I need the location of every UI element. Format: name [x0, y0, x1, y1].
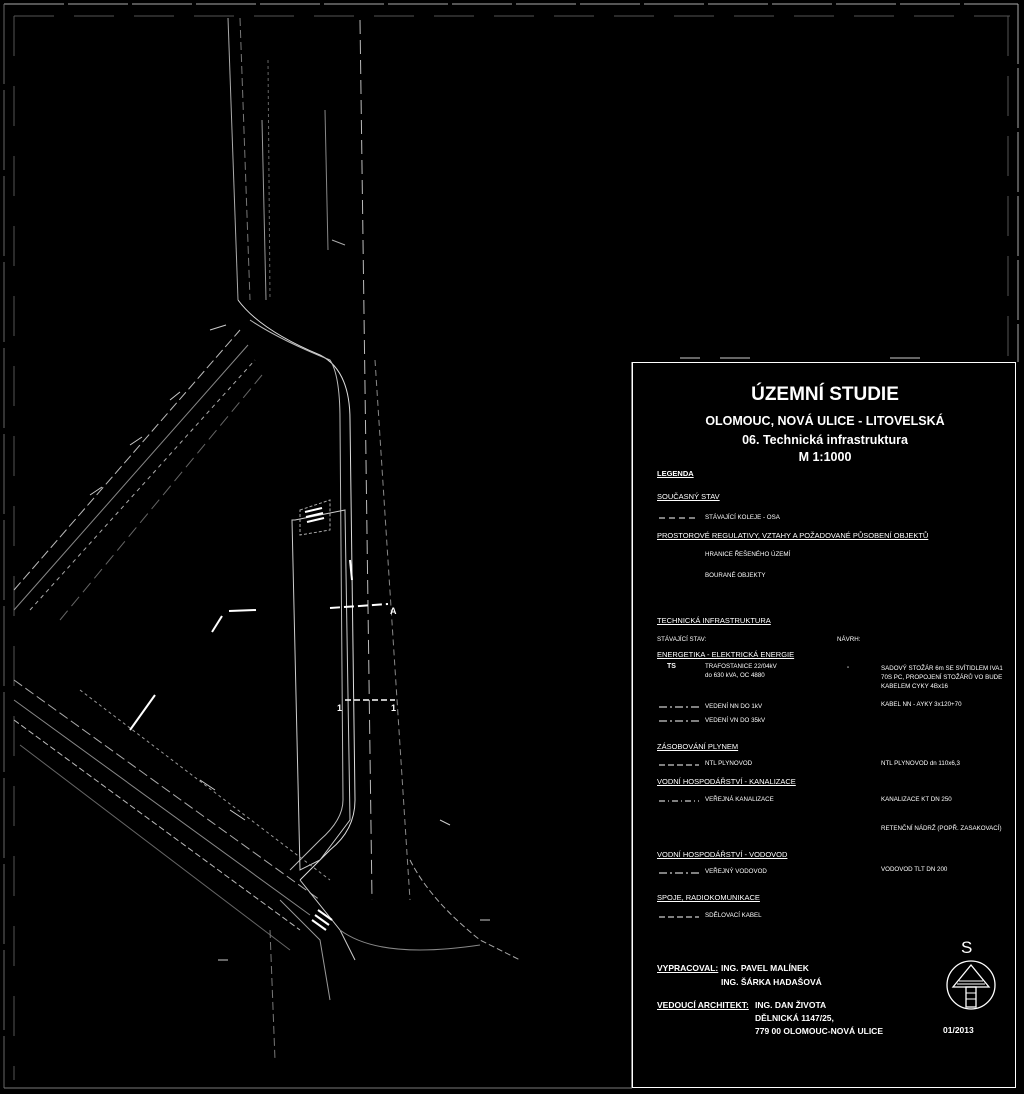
nn-line-symbol — [659, 704, 699, 710]
legend-spatial-regulations: PROSTOROVÉ REGULATIVY, VZTAHY A POŽADOVANÉ PŮSOBENÍ OBJEKTŮ — [657, 531, 929, 540]
legend-sewer: VODNÍ HOSPODÁŘSTVÍ - KANALIZACE — [657, 777, 796, 786]
rail-axis-symbol — [659, 515, 699, 521]
gas-line-symbol — [659, 762, 699, 768]
legend-tech-infra: TECHNICKÁ INFRASTRUKTURA — [657, 616, 771, 625]
legend-retention: RETENČNÍ NÁDRŽ (POPŘ. ZASAKOVACÍ) — [881, 825, 1002, 832]
legend-sewer-new: KANALIZACE KT DN 250 — [881, 796, 952, 803]
project-name: OLOMOUC, NOVÁ ULICE - LITOVELSKÁ — [705, 414, 945, 428]
legend-telecom-existing: SDĚLOVACÍ KABEL — [705, 912, 762, 919]
sewer-line-symbol — [659, 798, 699, 804]
water-line-symbol — [659, 870, 699, 876]
legend-lamp-3: KABELEM CYKY 4Bx16 — [881, 683, 948, 690]
author-1: ING. PAVEL MALÍNEK — [721, 963, 809, 973]
address-1: DĚLNICKÁ 1147/25, — [755, 1013, 834, 1023]
north-label: S — [961, 938, 973, 957]
legend-nn-cable: KABEL NN - AYKY 3x120+70 — [881, 701, 962, 708]
study-title: ÚZEMNÍ STUDIE — [751, 384, 899, 405]
ts-symbol: TS — [667, 663, 676, 670]
legend-nn-line: VEDENÍ NN DO 1kV — [705, 703, 763, 710]
legend-water-new: VODOVOD TLT DN 200 — [881, 866, 948, 873]
sheet-name: 06. Technická infrastruktura — [742, 433, 908, 447]
author-2: ING. ŠÁRKA HADAŠOVÁ — [721, 977, 822, 987]
section-mark-1-left: 1 — [337, 703, 343, 713]
lamp-symbol: ▫ — [847, 665, 850, 671]
legend-water-existing: VEŘEJNÝ VODOVOD — [705, 868, 767, 875]
legend-lamp-1: SADOVÝ STOŽÁR 6m SE SVÍTIDLEM IVA1 — [881, 665, 1003, 672]
legend-vn-line: VEDENÍ VN DO 35kV — [705, 717, 766, 724]
title-block — [632, 362, 1016, 1088]
legend-rail-axis: STÁVAJÍCÍ KOLEJE - OSA — [705, 514, 780, 521]
vn-line-symbol — [659, 718, 699, 724]
section-mark-a: A — [390, 606, 397, 616]
legend-energy: ENERGETIKA - ELEKTRICKÁ ENERGIE — [657, 650, 795, 659]
legend-existing: STÁVAJÍCÍ STAV: — [657, 636, 707, 643]
section-mark-1-right: 1 — [391, 703, 397, 713]
legend-heading: LEGENDA — [657, 469, 694, 478]
legend-gas-existing: NTL PLYNOVOD — [705, 760, 753, 767]
legend-transformer-1: TRAFOSTANICE 22/04kV — [705, 663, 777, 670]
legend-lamp-2: 70S PC, PROPOJENÍ STOŽÁRŮ VO BUDE — [881, 674, 1003, 681]
prepared-label: VYPRACOVAL: — [657, 963, 719, 973]
north-arrow-icon — [945, 959, 997, 1011]
legend-boundary: HRANICE ŘEŠENÉHO ÚZEMÍ — [705, 551, 791, 558]
legend-current-state: SOUČASNÝ STAV — [657, 492, 720, 501]
legend-transformer-2: do 630 kVA, OC 4880 — [705, 672, 765, 679]
legend-telecom: SPOJE, RADIOKOMUNIKACE — [657, 893, 760, 902]
legend-sewer-existing: VEŘEJNÁ KANALIZACE — [705, 796, 774, 803]
scale-label: M 1:1000 — [798, 450, 852, 464]
lead-name: ING. DAN ŽIVOTA — [755, 1000, 827, 1010]
legend-water: VODNÍ HOSPODÁŘSTVÍ - VODOVOD — [657, 850, 788, 859]
legend-proposal: NÁVRH: — [837, 636, 861, 643]
telecom-line-symbol — [659, 914, 699, 920]
lead-label: VEDOUCÍ ARCHITEKT: — [657, 1000, 749, 1010]
legend-gas: ZÁSOBOVÁNÍ PLYNEM — [657, 742, 739, 751]
legend-demolished: BOURANÉ OBJEKTY — [705, 572, 766, 579]
date-label: 01/2013 — [943, 1025, 974, 1035]
address-2: 779 00 OLOMOUC-NOVÁ ULICE — [755, 1026, 883, 1036]
legend-gas-new: NTL PLYNOVOD dn 110x6,3 — [881, 760, 960, 767]
